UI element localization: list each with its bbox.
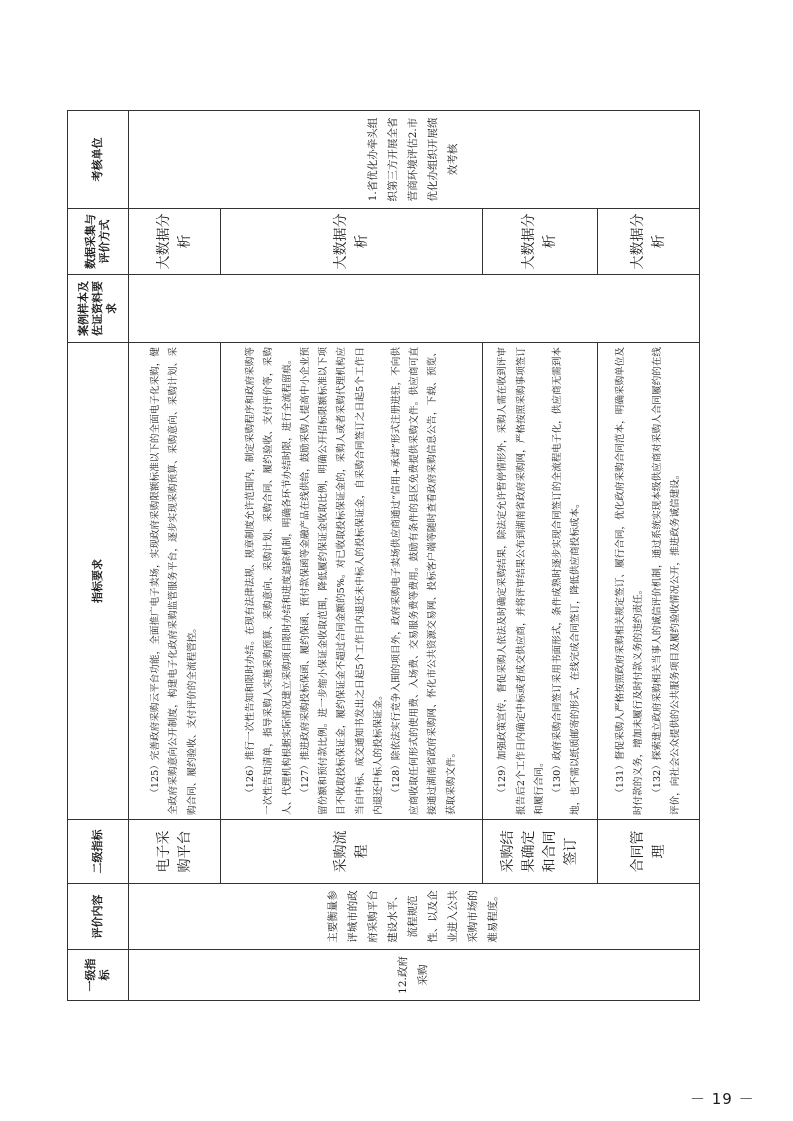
evaluation-table — [67, 110, 700, 1001]
level2-cell: 采购流程 — [221, 820, 483, 884]
collection-cell: 大数据分析 — [129, 209, 221, 275]
header-collection: 数据采集与评价方式 — [68, 209, 129, 275]
requirement-item: （126）推行一次性告知和限时办结。在现有法律法规、规章制度允许范围内，制定采购程序和政府采购等一次性告知清单，指导采购人实施采购预算、采购意向、采购计划、采购合同、履约验收、支付评价等，采购人、代理机构根据实际情况建立采购项目限时办结和进度追踪机制，明确各环节办结时限，进行全流程留痕。 — [245, 347, 293, 815]
requirements-cell — [129, 343, 221, 820]
unit-cell: 1.省优化办牵头组织第三方开展全省营商环境评估2.市优化办组织开展绩效考核 — [129, 111, 700, 209]
evidence-cell — [129, 275, 700, 343]
requirement-item: （131）督促采购人严格按照政府采购相关规定签订、履行合同，优化政府采购合同范本，明确采购单位及时付款的义务，增加未履行及时付款义务的违约责任。 — [615, 347, 645, 815]
requirement-item: （128）除依法实行竞争入围的项目外，政府采购电子卖场供应商通过“信用+承诺”形式注册进驻，不向供应商收取任何形式的使用费、入场费、交易服务费等费用。鼓励有条件的县区免费提供采购文件。供应商可直接通过湖南省政府采购网、怀化市公共资源交易网、投标客户端等随时查看政府采购信息公告，下载、预览、获取采购文件。 — [390, 347, 457, 815]
header-requirements: 指标要求 — [68, 343, 129, 820]
requirement-item: （132）探索建立政府采购相关当事人的诚信评价机制，通过系统实现本级供应商对采购人合同履约的在线评价，向社会公众提供的公共服务项目及履约验收情况公开，推进政务诚信建设。 — [651, 347, 681, 815]
requirement-item: （129）加强政策宣传，督促采购人依法及时确定采购结果，除法定允许暂停情形外，采购人需在收到评审报告后2个工作日内确定中标或者成交供应商，并将评审结果公布到湖南省政府采购网，严格按照采购事项签订和履行合同。 — [497, 347, 545, 815]
level2-cell: 电子采购平台 — [129, 820, 221, 884]
header-level2: 二级指标 — [68, 820, 129, 884]
header-unit: 考核单位 — [68, 111, 129, 209]
level1-cell: 12.政府采购 — [129, 950, 700, 1001]
page-number: － 19 － — [690, 1090, 755, 1108]
header-row — [68, 111, 129, 1001]
table-row — [483, 111, 598, 1001]
requirement-item: （127）推进政府采购投标保函、履约保函、预付款保函等金融产品在线供给，鼓励采购人提高中小企业预留份额和预付款比例。进一步缩小保证金收取范围，降低履约保证金收取比例，明确公开招标限额标准以下项目不收取投标保证金，履约保证金不超过合同金额的5%。对已收取投标保证金的，采购人或者采购代理机构应当自中标、成交通知书发出之日起5个工作日内退还未中标人的投标保证金，自采购合同签订之日起5个工作日内退还中标人的投标保证金。 — [299, 347, 384, 815]
level2-cell: 合同管理 — [598, 820, 700, 884]
header-level1: 一级指标 — [68, 950, 129, 1001]
requirement-item: （125）完善政府采购云平台功能，全面推广电子卖场，实现政府采购限额标准以下的全面电子化采购，健全政府采购意向公开制度，构建电子化政府采购监管服务平台，逐步实现采购预算、采购意向、采购计划、采购合同、履约验收、支付评价的全流程管控。 — [150, 347, 198, 815]
requirements-cell — [221, 343, 483, 820]
table-row — [129, 111, 221, 1001]
rotated-page — [67, 111, 692, 1001]
table-row — [221, 111, 483, 1001]
collection-cell: 大数据分析 — [483, 209, 598, 275]
header-evidence: 案例样本及佐证资料要求 — [68, 275, 129, 343]
header-content: 评价内容 — [68, 884, 129, 950]
requirements-cell — [483, 343, 598, 820]
content-cell: 主要衡量参评城市的政府采购平台建设水平、流程规范性、以及企业进入公共采购市场的难易程度。 — [129, 884, 700, 950]
collection-cell: 大数据分析 — [221, 209, 483, 275]
level2-cell: 采购结果确定和合同签订 — [483, 820, 598, 884]
table-row — [598, 111, 700, 1001]
collection-cell: 大数据分析 — [598, 209, 700, 275]
requirements-cell — [598, 343, 700, 820]
requirement-item: （130）政府采购合同签订采用书面形式，条件成熟时逐步实现合同签订的全流程电子化，供应商无需到本地，也不需以纸质邮寄的形式，在线完成合同签订，降低供应商投标成本。 — [552, 347, 582, 815]
